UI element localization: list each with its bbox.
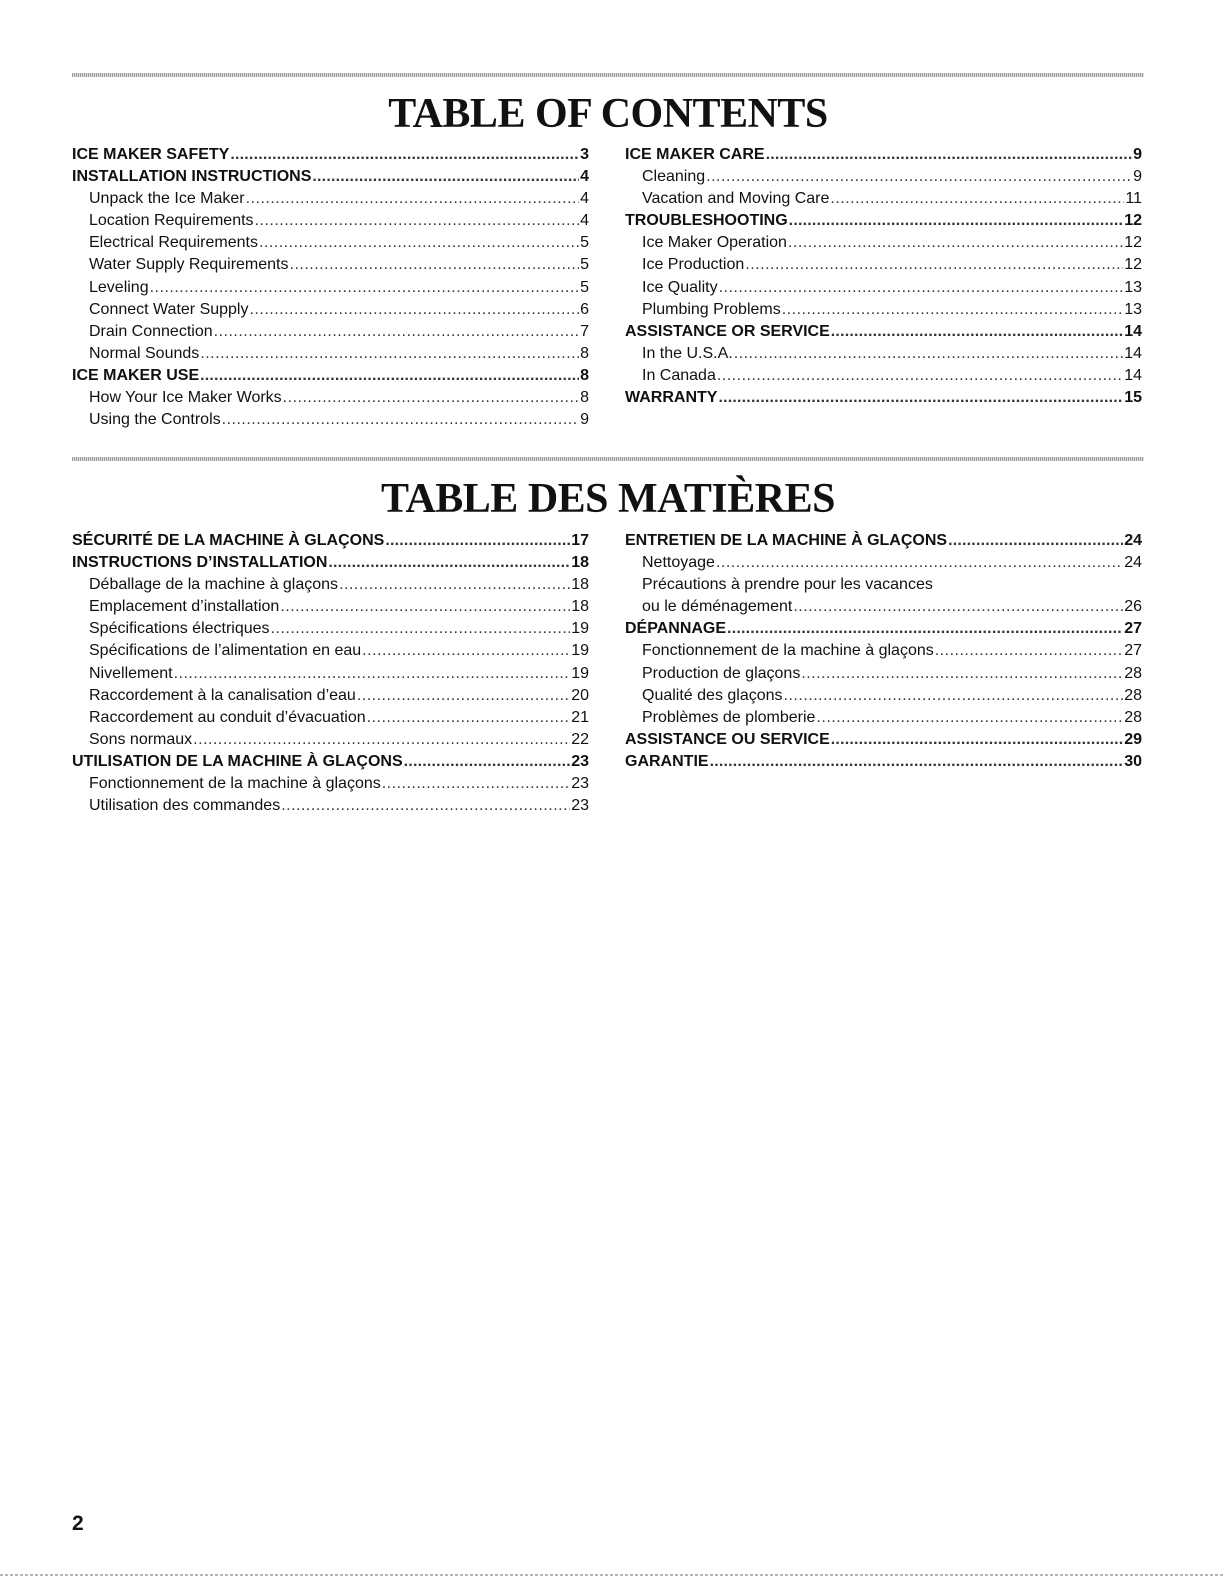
dot-leader <box>249 299 579 321</box>
toc-entry-label: Raccordement au conduit d’évacuation <box>89 708 366 726</box>
toc-subsection-entry <box>625 596 1142 618</box>
toc-french-right-column <box>625 530 1142 773</box>
dot-leader <box>801 663 1123 685</box>
dot-leader <box>150 277 579 299</box>
toc-entry-page-number: 14 <box>1124 322 1142 340</box>
toc-entry-page-number: 14 <box>1124 344 1142 362</box>
toc-section-entry <box>625 729 1142 751</box>
dot-leader <box>283 387 579 409</box>
dot-leader <box>193 729 570 751</box>
toc-entry-label: Using the Controls <box>89 411 221 429</box>
toc-subsection-entry <box>72 210 589 232</box>
toc-entry-label: Spécifications de l’alimentation en eau <box>89 642 362 660</box>
toc-entry-page-number: 9 <box>1133 168 1142 186</box>
toc-entry-label: Raccordement à la canalisation d’eau <box>89 686 356 704</box>
toc-entry-label: Emplacement d’installation <box>89 598 280 616</box>
toc-entry-page-number: 24 <box>1124 532 1142 549</box>
toc-section-entry <box>625 618 1142 640</box>
toc-subsection-entry <box>625 707 1142 729</box>
dot-leader <box>718 387 1123 409</box>
toc-entry-label: Fonctionnement de la machine à glaçons <box>642 642 934 660</box>
toc-subsection-entry <box>625 640 1142 662</box>
toc-english-right-column <box>625 144 1142 409</box>
toc-entry-label: Water Supply Requirements <box>89 256 289 274</box>
toc-entry-label: INSTRUCTIONS D’INSTALLATION <box>72 554 328 572</box>
toc-subsection-entry <box>625 343 1142 365</box>
toc-subsection-entry <box>72 387 589 409</box>
toc-entry-page-number: 9 <box>1133 146 1142 163</box>
toc-section-entry <box>625 530 1142 552</box>
dot-leader <box>214 321 579 343</box>
dot-leader <box>280 596 570 618</box>
toc-entry-page-number: 7 <box>580 322 589 340</box>
dot-leader <box>385 530 570 552</box>
dot-leader <box>710 751 1124 773</box>
toc-entry-page-number: 19 <box>571 664 589 682</box>
toc-entry-page-number: 24 <box>1124 554 1142 572</box>
toc-entry-page-number: 29 <box>1124 730 1142 748</box>
toc-entry-page-number: 23 <box>571 775 589 793</box>
toc-entry-label: Qualité des glaçons <box>642 686 783 704</box>
toc-subsection-entry <box>72 321 589 343</box>
toc-subsection-entry <box>625 254 1142 276</box>
toc-subsection-entry <box>625 365 1142 387</box>
toc-entry-label: ENTRETIEN DE LA MACHINE À GLAÇONS <box>625 532 948 549</box>
toc-subsection-entry <box>72 729 589 751</box>
toc-entry-label: Normal Sounds <box>89 344 200 362</box>
toc-entry-page-number: 5 <box>580 234 589 252</box>
dot-leader <box>717 365 1123 387</box>
toc-section-entry <box>625 387 1142 409</box>
dot-leader <box>367 707 571 729</box>
toc-entry-label: ICE MAKER CARE <box>625 146 765 163</box>
toc-french-heading: TABLE DES MATIÈRES <box>381 476 835 522</box>
dot-leader <box>766 144 1133 166</box>
dot-leader <box>339 574 570 596</box>
toc-entry-page-number: 13 <box>1124 278 1142 296</box>
dot-leader <box>734 343 1123 365</box>
dot-leader <box>271 618 571 640</box>
toc-entry-label: Déballage de la machine à glaçons <box>89 576 339 594</box>
toc-section-entry <box>72 144 589 166</box>
dot-leader <box>200 343 579 365</box>
toc-entry-page-number: 20 <box>571 686 589 704</box>
toc-section-entry <box>72 365 589 387</box>
dot-leader <box>362 640 570 662</box>
toc-entry-label: Ice Production <box>642 256 745 274</box>
toc-subsection-entry <box>625 685 1142 707</box>
toc-subsection-entry <box>72 277 589 299</box>
toc-entry-page-number: 11 <box>1125 190 1142 208</box>
dot-leader <box>382 773 570 795</box>
toc-entry-page-number: 8 <box>580 366 589 384</box>
toc-section-entry <box>625 751 1142 773</box>
toc-entry-page-number: 8 <box>580 389 589 407</box>
toc-entry-label: DÉPANNAGE <box>625 620 727 638</box>
toc-entry-label: Unpack the Ice Maker <box>89 190 245 208</box>
toc-subsection-entry <box>72 663 589 685</box>
toc-entry-page-number: 22 <box>571 730 589 748</box>
toc-entry-label: ou le déménagement <box>642 598 793 616</box>
toc-entry-label: Vacation and Moving Care <box>642 190 830 208</box>
toc-english-left-column <box>72 144 589 431</box>
dot-leader <box>793 596 1123 618</box>
toc-subsection-entry <box>72 409 589 431</box>
toc-entry-label: Nettoyage <box>642 554 715 572</box>
top-divider <box>72 73 1144 77</box>
toc-section-entry <box>72 751 589 773</box>
middle-divider <box>72 457 1144 461</box>
toc-entry-page-number: 6 <box>580 300 589 318</box>
dot-leader <box>727 618 1123 640</box>
toc-section-entry <box>72 530 589 552</box>
toc-entry-page-number: 12 <box>1124 256 1142 274</box>
toc-subsection-entry <box>72 188 589 210</box>
toc-entry-page-number: 4 <box>580 168 589 186</box>
toc-entry-page-number: 14 <box>1124 366 1142 384</box>
toc-subsection-entry <box>72 618 589 640</box>
toc-entry-label: INSTALLATION INSTRUCTIONS <box>72 168 312 186</box>
toc-entry-label: Cleaning <box>642 168 706 186</box>
toc-english-heading: TABLE OF CONTENTS <box>388 91 828 137</box>
dot-leader <box>935 640 1123 662</box>
toc-entry-label: SÉCURITÉ DE LA MACHINE À GLAÇONS <box>72 532 385 549</box>
toc-entry-page-number: 18 <box>571 598 589 616</box>
dot-leader <box>788 232 1123 254</box>
toc-entry-label: Plumbing Problems <box>642 300 781 318</box>
toc-entry-label: Leveling <box>89 278 149 296</box>
toc-entry-label: Ice Quality <box>642 278 718 296</box>
toc-subsection-entry <box>72 343 589 365</box>
toc-entry-page-number: 19 <box>571 642 589 660</box>
toc-entry-page-number: 3 <box>580 146 589 163</box>
toc-subsection-entry <box>625 663 1142 685</box>
bottom-border <box>0 1574 1225 1576</box>
toc-entry-label: In the U.S.A. <box>642 344 733 362</box>
toc-entry-page-number: 18 <box>571 576 589 594</box>
toc-entry-label: Ice Maker Operation <box>642 234 787 252</box>
dot-leader <box>174 663 571 685</box>
toc-section-entry <box>72 166 589 188</box>
toc-subsection-entry <box>72 707 589 729</box>
dot-leader <box>782 299 1123 321</box>
dot-leader <box>816 707 1123 729</box>
toc-entry-page-number: 28 <box>1124 708 1142 726</box>
toc-entry-label: GARANTIE <box>625 752 709 770</box>
toc-entry-page-number: 27 <box>1124 620 1142 638</box>
toc-entry-label: In Canada <box>642 366 716 384</box>
toc-entry-page-number: 27 <box>1124 642 1142 660</box>
toc-entry-page-number: 26 <box>1124 598 1142 616</box>
toc-entry-label: WARRANTY <box>625 389 718 407</box>
toc-entry-label: Drain Connection <box>89 322 213 340</box>
toc-subsection-entry <box>72 254 589 276</box>
dot-leader <box>312 166 579 188</box>
dot-leader <box>789 210 1124 232</box>
toc-subsection-entry <box>72 773 589 795</box>
toc-subsection-entry <box>72 640 589 662</box>
toc-entry-label: Connect Water Supply <box>89 300 249 318</box>
toc-entry-page-number: 21 <box>571 708 589 726</box>
dot-leader <box>200 365 579 387</box>
toc-subsection-entry <box>625 188 1142 210</box>
toc-entry-page-number: 19 <box>571 620 589 638</box>
toc-entry-label: Sons normaux <box>89 730 193 748</box>
toc-entry-page-number: 15 <box>1124 389 1142 407</box>
toc-entry-label: ICE MAKER SAFETY <box>72 146 230 163</box>
toc-entry-label: How Your Ice Maker Works <box>89 389 282 407</box>
dot-leader <box>830 188 1124 210</box>
toc-subsection-entry <box>625 277 1142 299</box>
toc-subsection-entry <box>72 299 589 321</box>
toc-entry-label: Problèmes de plomberie <box>642 708 816 726</box>
toc-entry-label: Production de glaçons <box>642 664 801 682</box>
toc-french-left-column <box>72 530 589 817</box>
toc-entry-page-number: 4 <box>580 212 589 230</box>
toc-entry-page-number: 18 <box>571 554 589 572</box>
toc-entry-page-number: 12 <box>1124 234 1142 252</box>
toc-entry-page-number: 17 <box>571 532 589 549</box>
toc-entry-page-number: 5 <box>580 256 589 274</box>
dot-leader <box>831 729 1123 751</box>
toc-section-entry <box>625 210 1142 232</box>
dot-leader <box>259 232 579 254</box>
toc-entry-page-number: 28 <box>1124 686 1142 704</box>
dot-leader <box>290 254 580 276</box>
toc-subsection-entry <box>72 596 589 618</box>
dot-leader <box>719 277 1124 299</box>
dot-leader <box>255 210 580 232</box>
toc-entry-label: Précautions à prendre pour les vacances <box>642 576 933 594</box>
dot-leader <box>716 552 1123 574</box>
toc-entry-page-number: 23 <box>571 797 589 815</box>
dot-leader <box>404 751 571 773</box>
toc-entry-page-number: 4 <box>580 190 589 208</box>
toc-entry-label: Nivellement <box>89 664 173 682</box>
toc-section-entry <box>625 144 1142 166</box>
dot-leader <box>281 795 570 817</box>
dot-leader <box>246 188 579 210</box>
toc-entry-label: ICE MAKER USE <box>72 366 200 384</box>
toc-subsection-entry <box>625 299 1142 321</box>
toc-subsection-entry <box>72 795 589 817</box>
dot-leader <box>745 254 1123 276</box>
toc-entry-page-number: 12 <box>1124 212 1142 230</box>
toc-subsection-entry <box>625 232 1142 254</box>
toc-entry-page-number: 8 <box>580 344 589 362</box>
toc-entry-page-number: 13 <box>1124 300 1142 318</box>
dot-leader <box>328 552 570 574</box>
toc-entry-page-number: 30 <box>1124 752 1142 770</box>
toc-subsection-entry <box>72 574 589 596</box>
toc-entry-page-number: 28 <box>1124 664 1142 682</box>
toc-entry-page-number: 9 <box>580 411 589 429</box>
dot-leader <box>222 409 579 431</box>
toc-entry-label: Spécifications électriques <box>89 620 270 638</box>
toc-entry-page-number: 23 <box>571 752 589 770</box>
toc-section-entry <box>72 552 589 574</box>
toc-entry-label: ASSISTANCE OR SERVICE <box>625 322 830 340</box>
dot-leader <box>831 321 1123 343</box>
toc-entry-page-number: 5 <box>580 278 589 296</box>
toc-subsection-entry <box>625 166 1142 188</box>
toc-entry-label: Fonctionnement de la machine à glaçons <box>89 775 381 793</box>
dot-leader <box>948 530 1123 552</box>
page-number: 2 <box>72 1512 84 1535</box>
toc-subsection-entry <box>72 685 589 707</box>
toc-entry-label: Location Requirements <box>89 212 254 230</box>
toc-subsection-entry <box>625 552 1142 574</box>
dot-leader <box>357 685 570 707</box>
dot-leader <box>784 685 1124 707</box>
toc-subsection-entry <box>72 232 589 254</box>
toc-entry-label: Utilisation des commandes <box>89 797 281 815</box>
toc-subsection-entry <box>625 574 1142 596</box>
dot-leader <box>706 166 1132 188</box>
toc-entry-label: ASSISTANCE OU SERVICE <box>625 730 830 748</box>
dot-leader <box>230 144 579 166</box>
toc-section-entry <box>625 321 1142 343</box>
toc-entry-label: UTILISATION DE LA MACHINE À GLAÇONS <box>72 752 403 770</box>
toc-entry-label: TROUBLESHOOTING <box>625 212 788 230</box>
toc-entry-label: Electrical Requirements <box>89 234 258 252</box>
